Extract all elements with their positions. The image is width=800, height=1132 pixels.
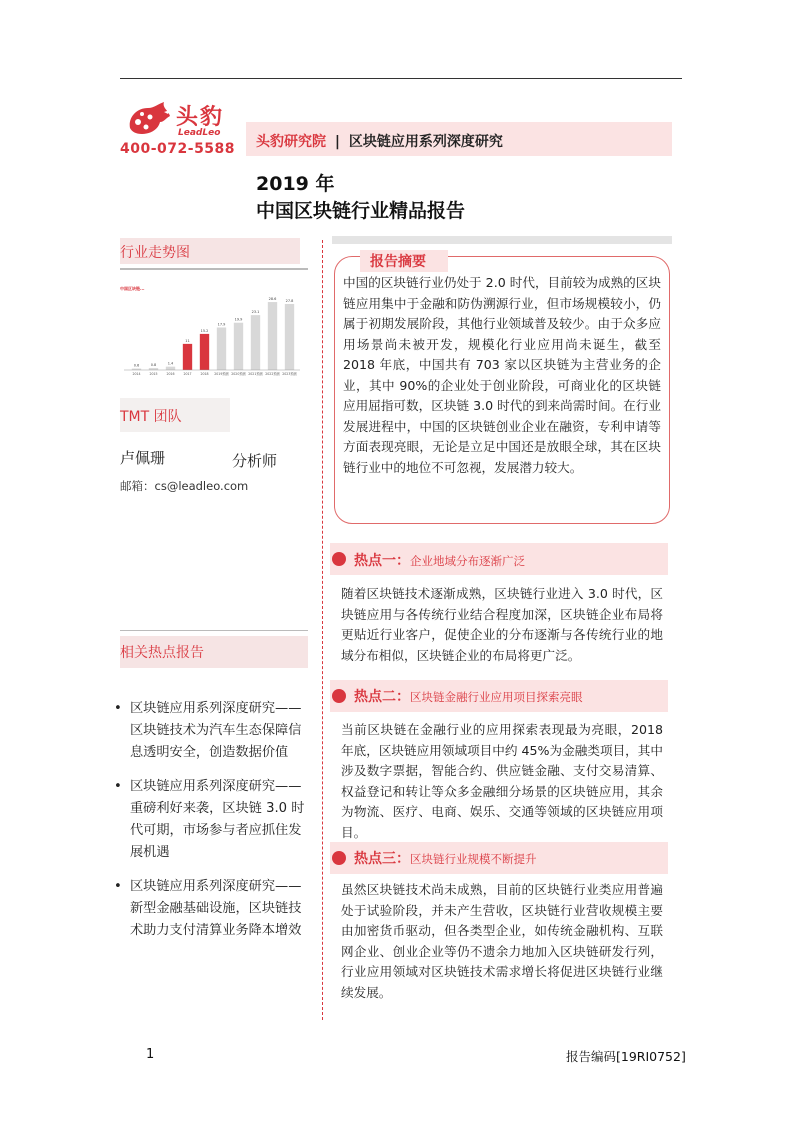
chart-data-label: 17.9 <box>217 322 226 327</box>
hotspot-text: 随着区块链技术逐渐成熟，区块链行业进入 3.0 时代，区块链应用与各传统行业结合程度加深，区块链企业布局将更贴近行业客户，促使企业的分布逐渐与各传统行业的地域分布相似，区块链企业的布局将更广泛。 <box>341 586 663 663</box>
bullet-icon: • <box>114 779 122 794</box>
hotspot-title <box>354 686 583 706</box>
chart-tick-label: 2022预测 <box>265 372 280 376</box>
chart-tick-label: 2020预测 <box>231 372 246 376</box>
hotspot-subtitle: 区块链行业规模不断提升 <box>410 852 537 866</box>
page-number: 1 <box>146 1047 155 1062</box>
chart-data-label: 19.9 <box>234 317 243 322</box>
chart-tick-label: 2023预测 <box>282 372 297 376</box>
chart-bar <box>149 368 158 370</box>
chart-tick-label: 2021预测 <box>248 372 263 376</box>
report-year: 2019 年 <box>256 173 335 195</box>
summary-text: 中国的区块链行业仍处于 2.0 时代，目前较为成熟的区块链应用集中于金融和防伪溯源行业，但市场规模较小，仍属于初期发展阶段，其他行业领域普及较少。由于众多应用场景尚未被开发，规模化行业应用尚未诞生，截至 2018 年底，中国共有 703 家以区块链为主营业务的企业，其中 90%的企业处于创业阶段，可商业化的区块链应用屈指可数，区块链 3.0 时代的到来尚需时间。在行业发展进程中，中国的区块链创业企业在融资，专利申请等方面表现亮眼，无论是立足中国还是放眼全球，其在区块链行业中的地位不可忽视，发展潜力较大。 <box>343 275 661 475</box>
hotspot-subtitle: 企业地域分布逐渐广泛 <box>410 554 525 568</box>
column-divider <box>322 240 323 1020</box>
analyst-role: 分析师 <box>232 452 278 470</box>
chart-data-label: 15.2 <box>200 328 209 333</box>
chart-data-label: 23.1 <box>251 310 260 315</box>
chart-data-label: 28.6 <box>268 297 277 302</box>
pie-marker-icon <box>332 851 346 865</box>
hotspot-title <box>354 550 525 570</box>
pie-marker-icon <box>332 689 346 703</box>
chart-bar <box>285 304 294 370</box>
chart-tick-label: 2015 <box>149 372 158 376</box>
chart-data-label: 0.6 <box>133 363 140 368</box>
related-report-item[interactable]: • 区块链应用系列深度研究——区块链技术为汽车生态保障信息透明安全，创造数据价值 <box>112 698 312 764</box>
report-code: 报告编码[19RI0752] <box>566 1049 686 1064</box>
leopard-logo-icon <box>124 100 174 138</box>
chart-title: 中国区块链... <box>120 286 145 291</box>
chart-bar <box>166 367 175 370</box>
phone-number: 400-072-5588 <box>120 141 236 157</box>
hotspot-label: 热点一： <box>354 553 410 569</box>
chart-tick-label: 2018 <box>200 372 209 376</box>
bullet-icon: • <box>114 701 122 716</box>
chart-data-label: 0.8 <box>150 363 157 368</box>
analyst-email <box>120 478 248 494</box>
chart-data-label: 11 <box>185 338 190 343</box>
summary-label: 报告摘要 <box>370 254 426 270</box>
brand-name: 头豹 <box>176 105 225 130</box>
institute-name: 头豹研究院 <box>256 134 326 150</box>
series-title <box>256 131 503 151</box>
chart-bar <box>268 302 277 370</box>
related-report-item[interactable]: • 区块链应用系列深度研究——新型金融基础设施，区块链技术助力支付清算业务降本增效 <box>112 876 312 942</box>
hotspot-text: 虽然区块链技术尚未成熟，目前的区块链行业类应用普遍处于试验阶段，并未产生营收，区块链行业营收规模主要由加密货币驱动，但各类型企业，如传统金融机构、互联网企业、创业企业等仍不遗余力地加入区块链研发行列，行业应用领域对区块链技术需求增长将促进区块链行业继续发展。 <box>341 882 663 1000</box>
chart-tick-label: 2014 <box>132 372 141 376</box>
trend-chart <box>118 284 304 384</box>
series-separator: | <box>334 134 340 150</box>
chart-bar <box>217 327 226 370</box>
bullet-icon: • <box>114 879 122 894</box>
hotspot-text: 当前区块链在金融行业的应用探索表现最为亮眼，2018 年底，区块链应用领域项目中约 45%为金融类项目，其中涉及数字票据，智能合约、供应链金融、支付交易清算、权益登记和转让等众多金融细分场景的区块链应用，其余为物流、医疗、电商、娱乐、交通等领域的区块链应用项目。 <box>341 722 663 840</box>
email-label: 邮箱： <box>120 479 155 493</box>
hotspot-label: 热点二： <box>354 689 410 705</box>
chart-tick-label: 2019预测 <box>214 372 229 376</box>
email-address[interactable]: cs@leadleo.com <box>154 479 249 493</box>
chart-data-label: 27.8 <box>285 298 294 303</box>
page-title: 中国区块链行业精品报告 <box>256 200 466 222</box>
related-report-item[interactable]: • 区块链应用系列深度研究——重磅利好来袭，区块链 3.0 时代可期，市场参与者应抓住发展机遇 <box>112 776 312 864</box>
hotspot-label: 热点三： <box>354 851 410 867</box>
related-report-list <box>112 698 312 954</box>
chart-bar <box>183 344 192 370</box>
chart-tick-label: 2016 <box>166 372 175 376</box>
hotspot-title <box>354 848 537 868</box>
series-name: 区块链应用系列深度研究 <box>348 134 503 150</box>
trend-heading: 行业走势图 <box>120 245 190 261</box>
chart-bar <box>200 334 209 370</box>
hotspot-subtitle: 区块链金融行业应用项目探索亮眼 <box>410 690 583 704</box>
brand-name-en: LeadLeo <box>178 128 221 138</box>
related-heading: 相关热点报告 <box>120 645 204 661</box>
related-rule-top <box>120 630 308 631</box>
team-heading: TMT 团队 <box>120 409 182 425</box>
top-rule <box>120 78 682 79</box>
chart-data-label: 1.4 <box>167 361 174 366</box>
chart-bar <box>234 323 243 370</box>
analyst-name: 卢佩珊 <box>120 449 166 467</box>
pie-marker-icon <box>332 552 346 566</box>
trend-rule <box>120 268 308 270</box>
chart-tick-label: 2017 <box>183 372 192 376</box>
chart-bar <box>251 315 260 370</box>
summary-top-bar <box>332 236 672 244</box>
